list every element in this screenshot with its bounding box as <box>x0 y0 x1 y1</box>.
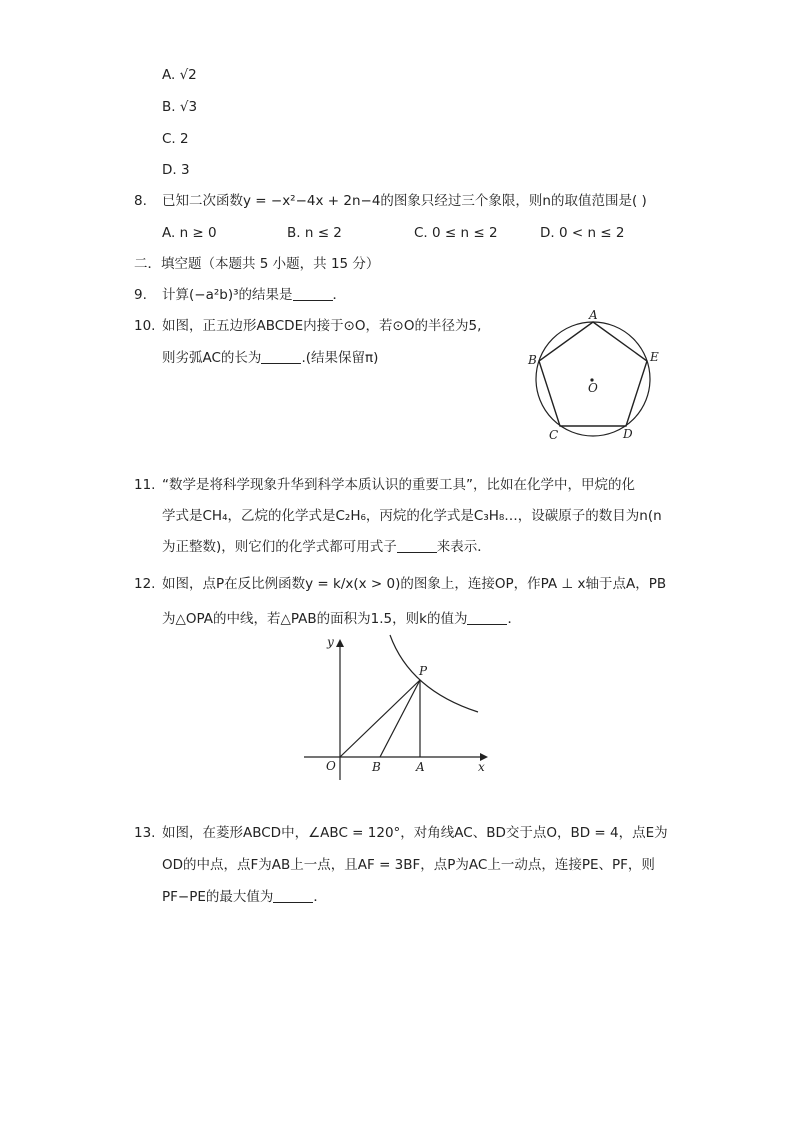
q7-option-d: D. 3 <box>162 162 190 178</box>
q13-line3-before: PF−PE的最大值为 <box>162 889 274 905</box>
q9-number: 9. <box>134 287 147 303</box>
q13-line3-after: ． <box>313 889 327 905</box>
q11-line3 <box>162 538 491 556</box>
q12-label-p: P <box>419 664 428 678</box>
q9-text-before: 计算(−a²b)³的结果是 <box>162 287 293 303</box>
q10-pentagon-figure <box>520 305 670 445</box>
q12-line2 <box>162 610 521 628</box>
q10-label-o: O <box>588 381 598 395</box>
q10-line2 <box>162 349 378 367</box>
q10-line2-after: .(结果保留π) <box>301 350 379 366</box>
q12-label-a: A <box>416 760 425 774</box>
q12-number: 12. <box>134 576 156 592</box>
q10-line1: 如图，正五边形ABCDE内接于⊙O，若⊙O的半径为5, <box>162 318 482 334</box>
q7-option-a: A. √2 <box>162 67 197 83</box>
q8-option-b: B. n ≤ 2 <box>287 225 342 241</box>
q8-option-a: A. n ≥ 0 <box>162 225 217 241</box>
q13-number: 13. <box>134 825 156 841</box>
q12-label-o: O <box>326 759 336 773</box>
q10-answer-blank[interactable] <box>261 349 301 364</box>
q12-y-arrow <box>336 639 344 647</box>
q8-text: 已知二次函数y = −x²−4x + 2n−4的图象只经过三个象限，则n的取值范围是( ) <box>162 193 647 209</box>
q10-line2-before: 则劣弧AC的长为 <box>162 350 262 366</box>
section-heading: 二．填空题（本题共 5 小题，共 15 分） <box>134 256 380 272</box>
q10-label-b: B <box>528 353 537 367</box>
q13-line3 <box>162 888 327 906</box>
q12-answer-blank[interactable] <box>467 610 507 625</box>
q11-number: 11. <box>134 477 156 493</box>
q13-answer-blank[interactable] <box>273 888 313 903</box>
q10-number: 10. <box>134 318 156 334</box>
q7-option-c: C. 2 <box>162 131 189 147</box>
q10-pentagon <box>539 322 647 426</box>
q8-option-d: D. 0 < n ≤ 2 <box>540 225 625 241</box>
q8-option-c: C. 0 ≤ n ≤ 2 <box>414 225 498 241</box>
q11-line2: 学式是CH₄，乙烷的化学式是C₂H₆，丙烷的化学式是C₃H₈…，设碳原子的数目为n(n <box>162 508 662 524</box>
q12-line2-after: ． <box>507 611 521 627</box>
q11-line3-after: 来表示． <box>436 539 491 555</box>
q12-label-y: y <box>327 635 334 649</box>
q11-line1: “数学是将科学现象升华到科学本质认识的重要工具”，比如在化学中，甲烷的化 <box>162 477 635 493</box>
q12-label-x: x <box>478 760 485 774</box>
q12-segment-pb <box>380 680 420 757</box>
q13-line1: 如图，在菱形ABCD中，∠ABC = 120°，对角线AC、BD交于点O，BD = 4，点E为 <box>162 825 668 841</box>
q12-hyperbola <box>390 635 478 712</box>
q10-label-c: C <box>549 428 559 442</box>
q13-line2: OD的中点，点F为AB上一点，且AF = 3BF，点P为AC上一动点，连接PE、PF，则 <box>162 857 655 873</box>
q10-label-e: E <box>650 350 659 364</box>
q9-text <box>162 286 346 304</box>
q9-text-after: ． <box>332 287 347 303</box>
q12-label-b: B <box>372 760 381 774</box>
q8-number: 8. <box>134 193 147 209</box>
q12-graph-figure <box>300 630 500 790</box>
q12-line2-before: 为△OPA的中线，若△PAB的面积为1.5，则k的值为 <box>162 611 468 627</box>
q11-answer-blank[interactable] <box>397 538 437 553</box>
q12-line1: 如图，点P在反比例函数y = k/x(x > 0)的图象上，连接OP，作PA ⊥ x轴于点A，PB <box>162 576 667 592</box>
q11-line3-before: 为正整数)，则它们的化学式都可用式子 <box>162 539 397 555</box>
q10-label-d: D <box>623 427 633 441</box>
q12-segment-op <box>340 680 420 757</box>
q9-answer-blank[interactable] <box>293 286 333 301</box>
q10-label-a: A <box>589 308 598 322</box>
q7-option-b: B. √3 <box>162 99 198 115</box>
